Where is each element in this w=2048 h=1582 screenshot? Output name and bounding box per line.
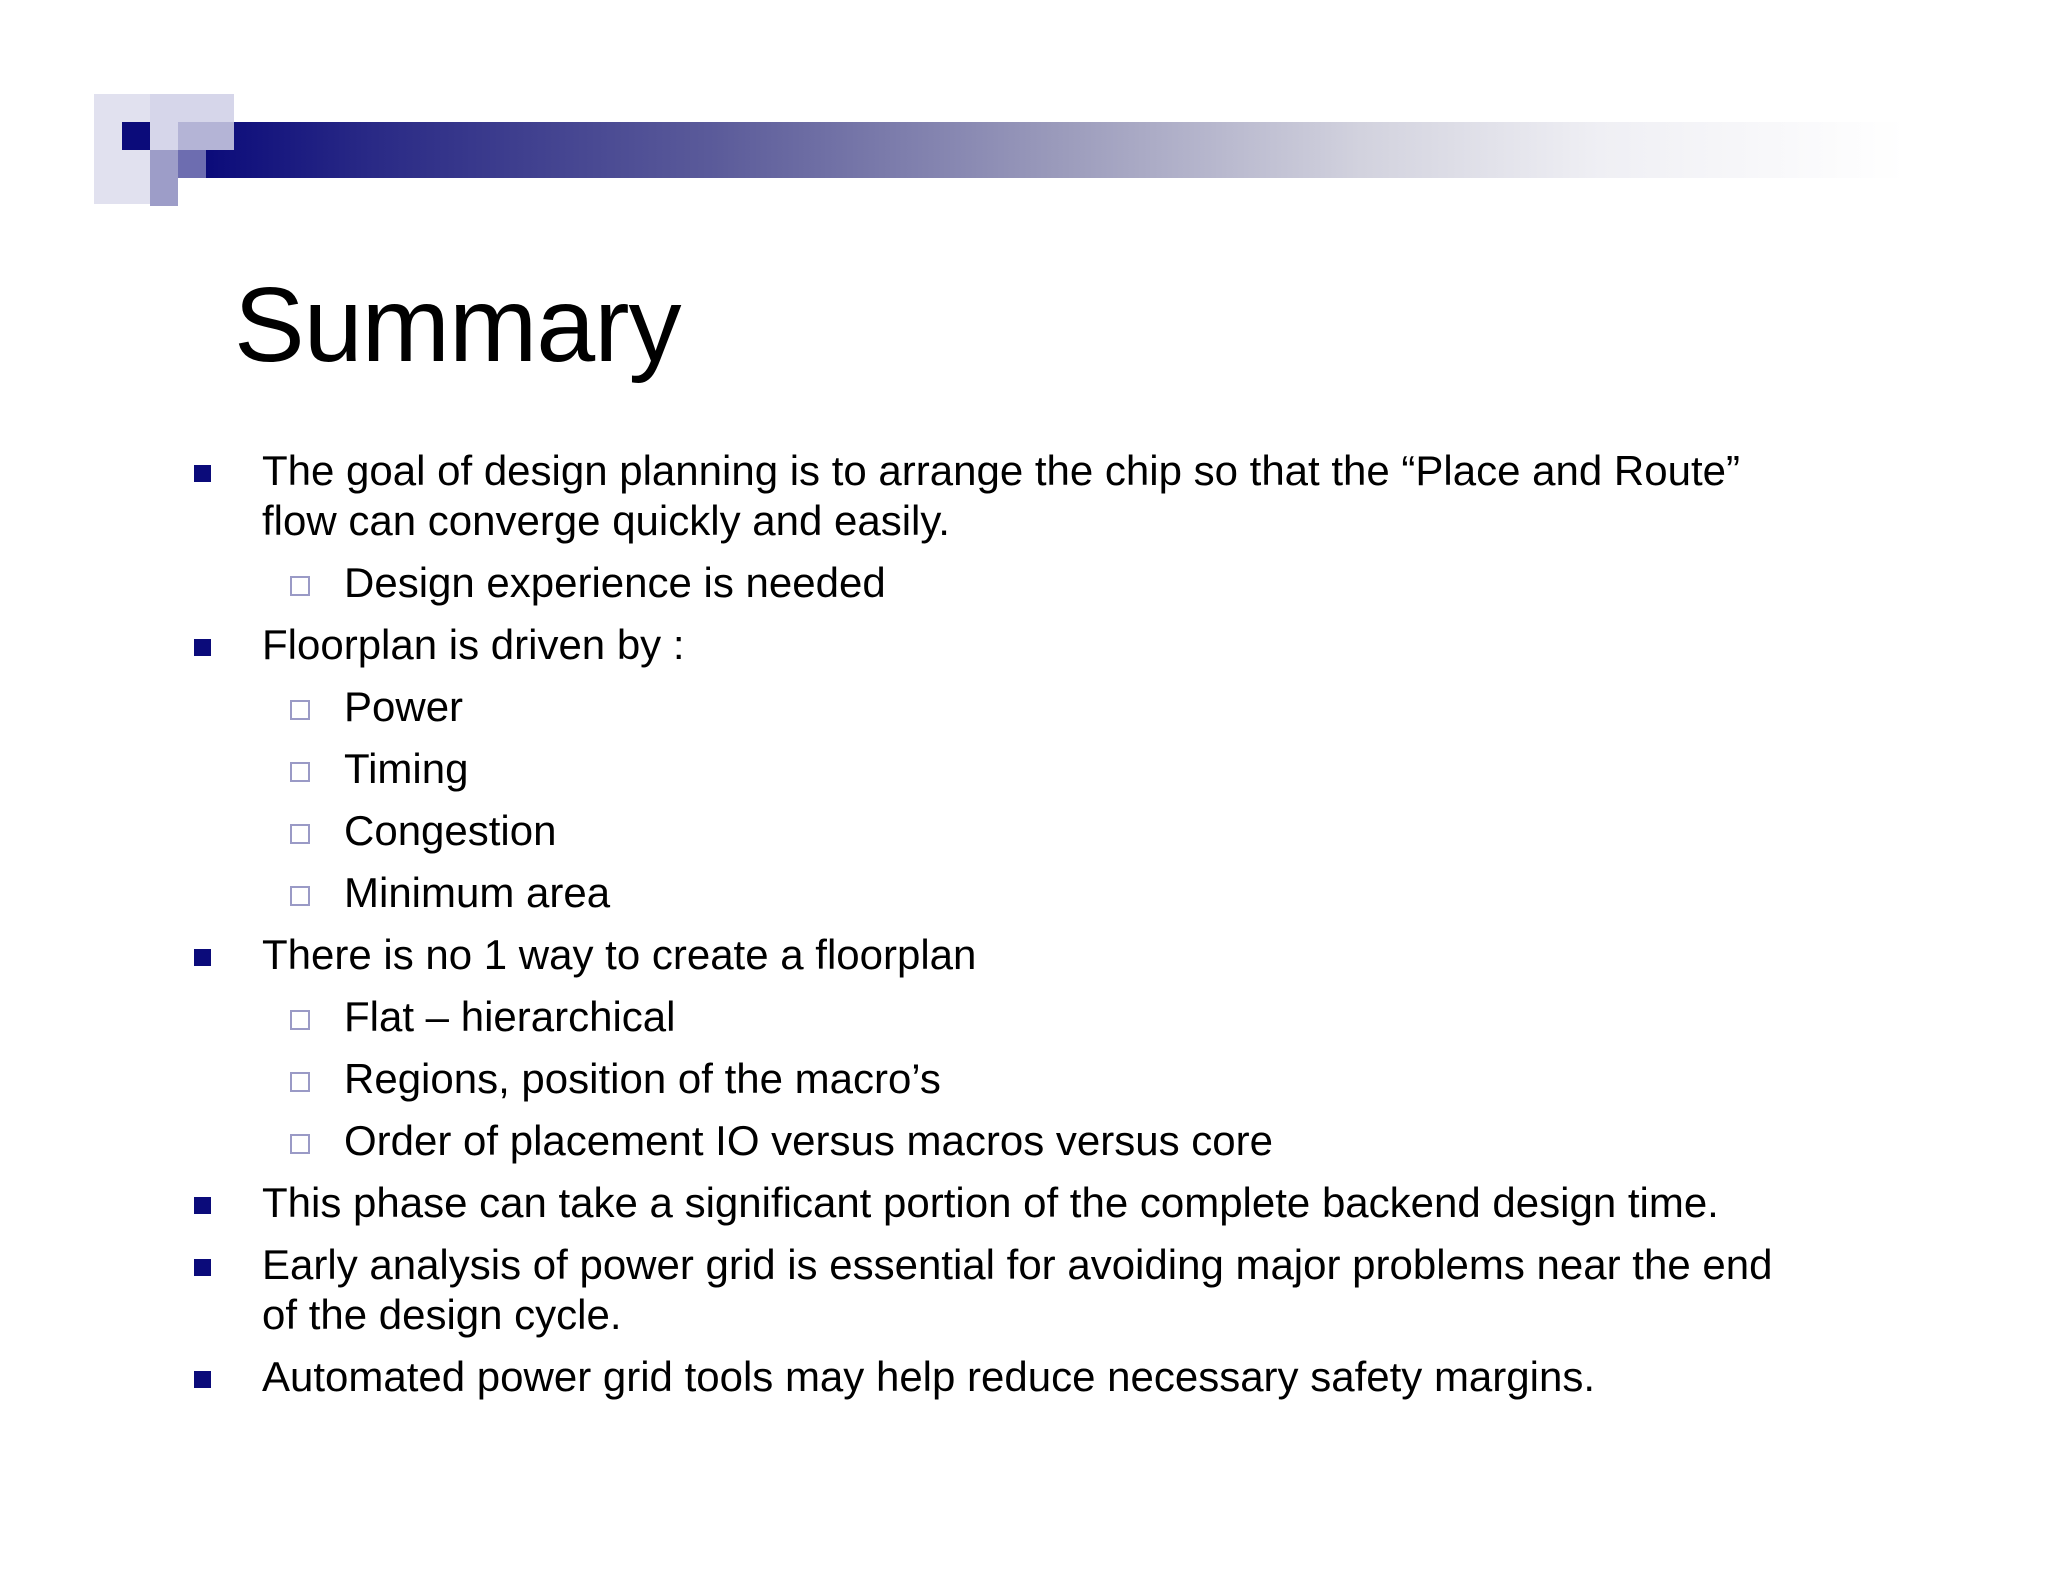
- bullet-text: There is no 1 way to create a floorplan: [262, 931, 977, 978]
- sub-bullet-item: [190, 1054, 1810, 1104]
- sub-bullet-text: Timing: [344, 745, 469, 792]
- sub-bullet-item: [190, 1116, 1810, 1166]
- sub-bullet-text: Regions, position of the macro’s: [344, 1055, 941, 1102]
- hollow-square-bullet-icon: [290, 886, 310, 906]
- header-decoration-square: [178, 150, 206, 178]
- hollow-square-bullet-icon: [290, 1010, 310, 1030]
- filled-square-bullet-icon: [194, 465, 211, 482]
- filled-square-bullet-icon: [194, 1371, 211, 1388]
- sub-bullet-item: [190, 868, 1810, 918]
- hollow-square-bullet-icon: [290, 576, 310, 596]
- bullet-item: [190, 446, 1810, 546]
- filled-square-bullet-icon: [194, 949, 211, 966]
- filled-square-bullet-icon: [194, 1259, 211, 1276]
- header-decoration-square: [122, 122, 150, 150]
- bullet-item: [190, 1352, 1810, 1402]
- slide-title: Summary: [234, 266, 681, 384]
- filled-square-bullet-icon: [194, 1197, 211, 1214]
- sub-bullet-text: Congestion: [344, 807, 557, 854]
- bullet-item: [190, 1178, 1810, 1228]
- bullet-text: Early analysis of power grid is essential for avoiding major problems near the end of the design cycle.: [262, 1241, 1773, 1338]
- hollow-square-bullet-icon: [290, 1134, 310, 1154]
- header-decoration-square: [178, 122, 234, 150]
- bullet-item: [190, 620, 1810, 670]
- sub-bullet-text: Flat – hierarchical: [344, 993, 676, 1040]
- sub-bullet-item: [190, 806, 1810, 856]
- sub-bullet-item: [190, 682, 1810, 732]
- bullet-text: Automated power grid tools may help reduce necessary safety margins.: [262, 1353, 1595, 1400]
- sub-bullet-text: Order of placement IO versus macros versus core: [344, 1117, 1273, 1164]
- sub-bullet-text: Minimum area: [344, 869, 611, 916]
- sub-bullet-text: Design experience is needed: [344, 559, 886, 606]
- bullet-item: [190, 1240, 1810, 1340]
- sub-bullet-item: [190, 558, 1810, 608]
- bullet-text: This phase can take a significant portion of the complete backend design time.: [262, 1179, 1719, 1226]
- bullet-list: [190, 446, 1810, 1414]
- bullet-text: Floorplan is driven by :: [262, 621, 685, 668]
- sub-bullet-text: Power: [344, 683, 464, 730]
- header-decoration-square: [150, 150, 178, 206]
- hollow-square-bullet-icon: [290, 762, 310, 782]
- hollow-square-bullet-icon: [290, 700, 310, 720]
- bullet-text: The goal of design planning is to arrange the chip so that the “Place and Route” flow can converge quickly and easily.: [262, 447, 1740, 544]
- hollow-square-bullet-icon: [290, 1072, 310, 1092]
- header-gradient-bar: [205, 122, 1905, 178]
- filled-square-bullet-icon: [194, 639, 211, 656]
- sub-bullet-item: [190, 992, 1810, 1042]
- hollow-square-bullet-icon: [290, 824, 310, 844]
- bullet-item: [190, 930, 1810, 980]
- sub-bullet-item: [190, 744, 1810, 794]
